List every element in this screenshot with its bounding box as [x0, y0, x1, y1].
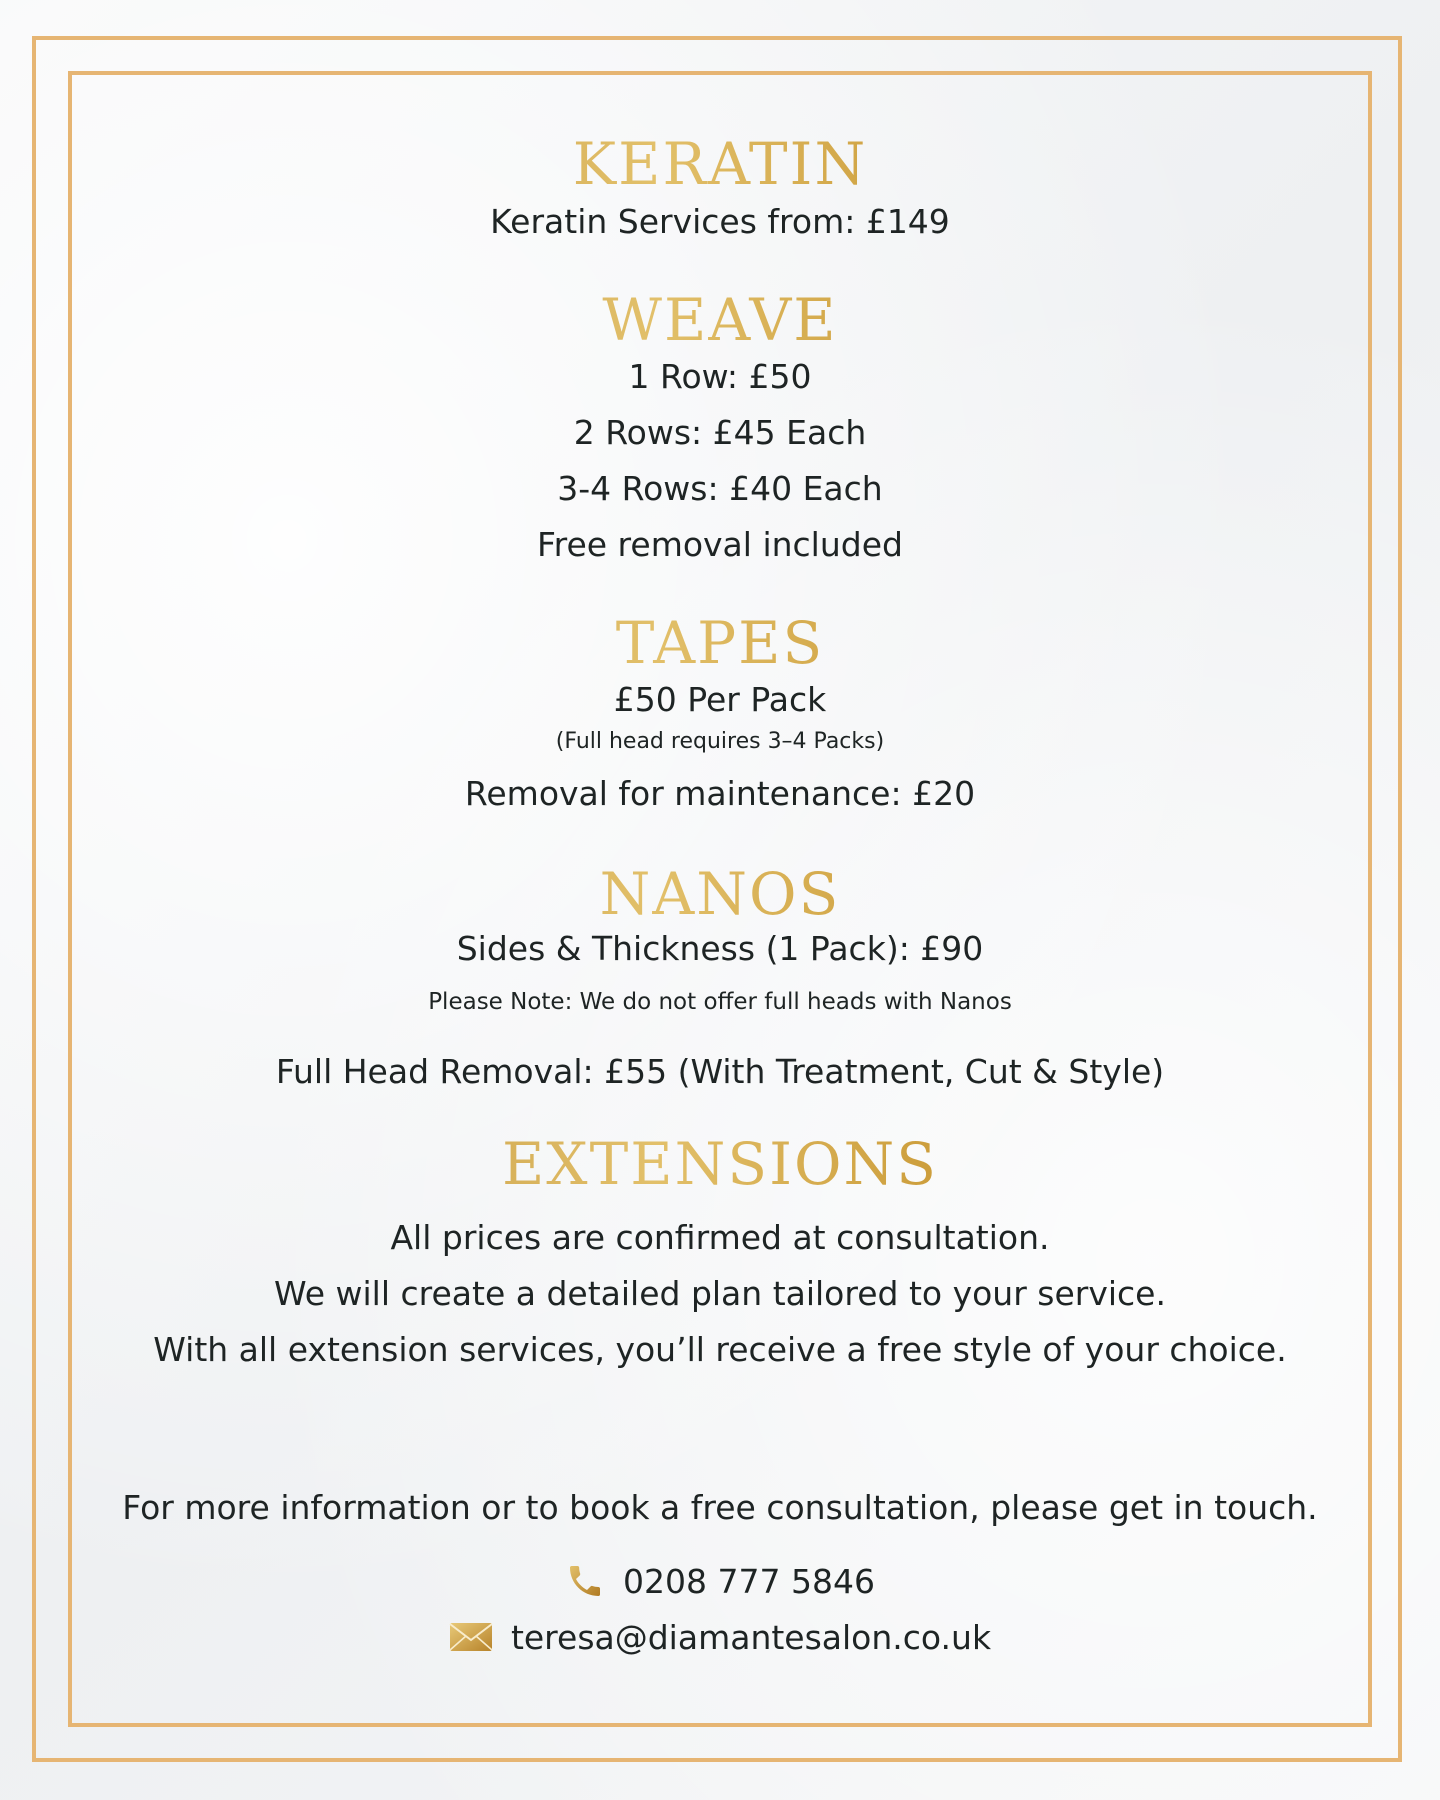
keratin-price: Keratin Services from: £149 — [490, 202, 950, 241]
weave-line-3: 3-4 Rows: £40 Each — [557, 469, 883, 508]
footer-info: For more information or to book a free consultation, please get in touch. — [122, 1488, 1318, 1527]
tapes-line-1: £50 Per Pack — [613, 680, 827, 719]
tapes-heading: TAPES — [72, 614, 1368, 672]
extensions-line-3: With all extension services, you’ll receive a free style of your choice. — [153, 1330, 1287, 1369]
email-row[interactable] — [72, 1615, 1368, 1659]
phone-number[interactable]: 0208 777 5846 — [623, 1561, 875, 1601]
weave-line-4: Free removal included — [537, 525, 903, 564]
keratin-heading: KERATIN — [72, 135, 1368, 193]
phone-row[interactable] — [72, 1559, 1368, 1603]
weave-heading: WEAVE — [72, 291, 1368, 349]
weave-line-1: 1 Row: £50 — [628, 357, 812, 396]
extensions-heading: EXTENSIONS — [72, 1135, 1368, 1193]
weave-line-2: 2 Rows: £45 Each — [573, 413, 867, 452]
tapes-line-3: Removal for maintenance: £20 — [464, 774, 976, 813]
tapes-line-2: (Full head requires 3–4 Packs) — [555, 729, 885, 754]
phone-icon — [565, 1561, 605, 1601]
price-list — [72, 75, 1368, 1723]
extensions-line-1: All prices are confirmed at consultation. — [390, 1218, 1050, 1257]
nanos-line-1: Sides & Thickness (1 Pack): £90 — [456, 929, 984, 968]
envelope-icon — [449, 1621, 493, 1653]
nanos-heading: NANOS — [72, 865, 1368, 923]
nanos-note: Please Note: We do not offer full heads with Nanos — [428, 989, 1012, 1015]
extensions-line-2: We will create a detailed plan tailored to your service. — [274, 1274, 1166, 1313]
email-address[interactable]: teresa@diamantesalon.co.uk — [510, 1617, 992, 1657]
nanos-line-3: Full Head Removal: £55 (With Treatment, Cut & Style) — [275, 1052, 1165, 1091]
